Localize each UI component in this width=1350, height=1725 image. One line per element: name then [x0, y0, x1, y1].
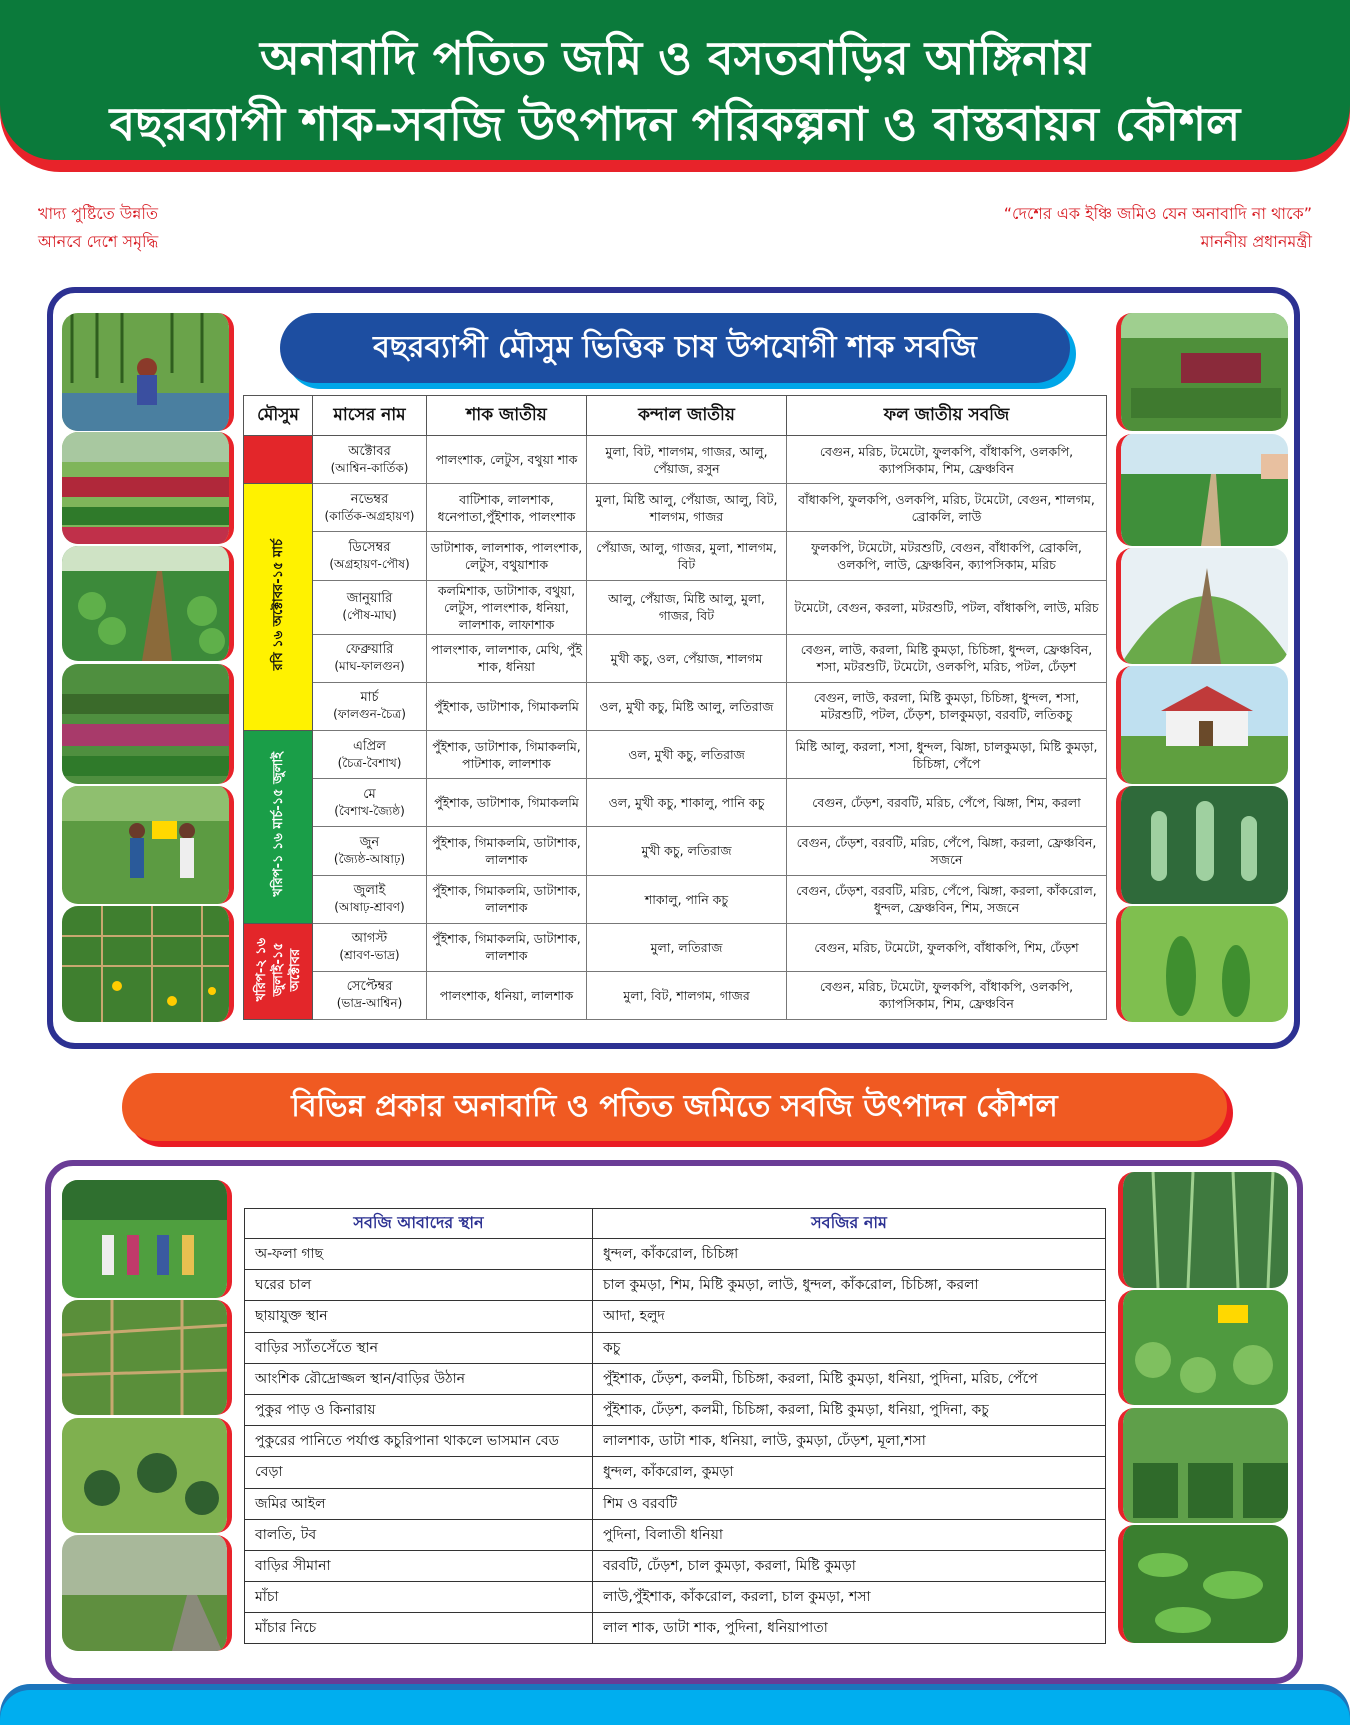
tuber-vegetables-cell: মুখী কচু, ওল, পেঁয়াজ, শালগম	[587, 634, 787, 682]
leafy-vegetables-cell: পুঁইশাক, ডাটাশাক, গিমাকলমি	[427, 779, 587, 827]
month-cell	[313, 779, 427, 827]
header-tuber: কন্দাল জাতীয়	[587, 396, 787, 436]
fruit-vegetables-cell: বেগুন, লাউ, করলা, মিষ্টি কুমড়া, চিচিঙ্গা, ধুন্দল, ফ্রেঞ্চবিন, শসা, মটরশুটি, টমেটো, ওলকপি, মরিচ, পটল, ঢেঁড়শ	[787, 634, 1107, 682]
month-name: ফেব্রুয়ারি	[345, 642, 394, 658]
fruit-vegetables-cell: মিষ্টি আলু, করলা, শসা, ধুন্দল, ঝিঙ্গা, চালকুমড়া, মিষ্টি কুমড়া, চিচিঙ্গা, পেঁপে	[787, 730, 1107, 778]
vegetable-names-cell: আদা, হলুদ	[593, 1301, 1106, 1332]
fruit-vegetables-cell: ফুলকপি, টমেটো, মটরশুটি, বেগুন, বাঁধাকপি, ব্রোকলি, ওলকপি, লাউ, ফ্রেঞ্চবিন, ক্যাপসিকাম, মরিচ	[787, 532, 1107, 580]
photo-leafy-garden	[1118, 1290, 1288, 1405]
slogan-left-line1: খাদ্য পুষ্টিতে উন্নতি	[38, 204, 159, 223]
photo-dense-leaves	[1118, 1525, 1288, 1643]
table-row	[244, 875, 1107, 923]
table-row	[245, 1363, 1106, 1394]
table-row	[245, 1426, 1106, 1457]
cultivation-place-cell: পুকুর পাড় ও কিনারায়	[245, 1394, 593, 1425]
month-name: জানুয়ারি	[346, 591, 393, 607]
table-row	[244, 682, 1107, 730]
month-name: ডিসেম্বর	[348, 539, 391, 555]
header-cultivation-place: সবজি আবাদের স্থান	[245, 1209, 593, 1239]
month-name: অক্টোবর	[348, 443, 391, 459]
vegetable-names-cell: পুদিনা, বিলাতী ধনিয়া	[593, 1519, 1106, 1550]
cultivation-place-cell: বেড়া	[245, 1457, 593, 1488]
month-cell	[313, 484, 427, 532]
month-name: জুলাই	[353, 883, 386, 899]
bengali-month-range: (ফালগুন-চৈত্র)	[333, 707, 406, 722]
table-row	[244, 923, 1107, 971]
leafy-vegetables-cell: পালংশাক, লালশাক, মেথি, পুঁই শাক, ধনিয়া	[427, 634, 587, 682]
table-row	[245, 1488, 1106, 1519]
season-cell	[244, 923, 313, 1019]
tuber-vegetables-cell: ওল, মুখী কচু, লতিরাজ	[587, 730, 787, 778]
bengali-month-range: (শ্রাবণ-ভাদ্র)	[339, 948, 400, 963]
footer-bar-accent	[0, 1690, 1350, 1725]
bengali-month-range: (অগ্রহায়ণ-পৌষ)	[329, 556, 410, 571]
photo-bamboo-trellis	[62, 1300, 232, 1415]
photo-trellis-farmer	[62, 313, 234, 431]
photo-field-rows	[62, 546, 234, 661]
table-row	[244, 971, 1107, 1019]
table-row	[245, 1239, 1106, 1270]
photo-nursery-net	[1116, 434, 1288, 546]
table-row	[244, 827, 1107, 875]
cultivation-place-cell: ঘরের চাল	[245, 1270, 593, 1301]
photo-polytunnel	[1116, 548, 1288, 664]
month-name: আগস্ট	[351, 931, 388, 947]
fruit-vegetables-cell: বেগুন, মরিচ, টমেটো, ফুলকপি, বাঁধাকপি, ওলকপি, ক্যাপসিকাম, শিম, ফ্রেঞ্চবিন	[787, 436, 1107, 484]
table-row	[245, 1582, 1106, 1613]
slogan-left	[38, 200, 158, 256]
table-row	[244, 532, 1107, 580]
photo-bottle-gourds	[1116, 906, 1288, 1022]
month-name: মার্চ	[360, 690, 379, 706]
fruit-vegetables-cell: টমেটো, বেগুন, করলা, মটরশুটি, পটল, বাঁধাকপি, লাউ, মরিচ	[787, 580, 1107, 634]
cultivation-place-cell: আংশিক রৌদ্রোজ্জল স্থান/বাড়ির উঠান	[245, 1363, 593, 1394]
leafy-vegetables-cell: পুঁইশাক, গিমাকলমি, ডাটাশাক, লালশাক	[427, 875, 587, 923]
bengali-month-range: (ভাদ্র-আশ্বিন)	[336, 996, 403, 1011]
vegetable-names-cell: লালশাক, ডাটা শাক, ধনিয়া, লাউ, কুমড়া, ঢেঁড়শ, মূলা,শসা	[593, 1426, 1106, 1457]
month-cell	[313, 580, 427, 634]
header-banner	[0, 0, 1350, 172]
cultivation-place-cell: বাড়ির সীমানা	[245, 1550, 593, 1581]
page-title-line2: বছরব্যাপী শাক-সবজি উৎপাদন পরিকল্পনা ও বাস্তবায়ন কৌশল	[109, 97, 1241, 151]
tuber-vegetables-cell: শাকালু, পানি কচু	[587, 875, 787, 923]
table-header-row	[244, 396, 1107, 436]
vegetable-names-cell: লাল শাক, ডাটা শাক, পুদিনা, ধনিয়াপাতা	[593, 1613, 1106, 1644]
table2-header-row	[245, 1209, 1106, 1239]
photo-trellis-garden	[62, 906, 234, 1022]
season-label: রবি ১৬ অক্টোবর-১৫ মার্চ	[270, 539, 286, 671]
photo-farmers-field	[62, 786, 234, 904]
month-name: এপ্রিল	[353, 738, 386, 754]
fruit-vegetables-cell: বেগুন, ঢেঁড়শ, বরবটি, মরিচ, পেঁপে, ঝিঙ্গা, করলা, কাঁকরোল, ধুন্দল, ফ্রেঞ্চবিন, শিম, সজনে	[787, 875, 1107, 923]
season-cell	[244, 730, 313, 923]
season-cell	[244, 436, 313, 484]
header-fruit: ফল জাতীয় সবজি	[787, 396, 1107, 436]
fruit-vegetables-cell: বেগুন, মরিচ, টমেটো, ফুলকপি, বাঁধাকপি, শিম, ঢেঁড়শ	[787, 923, 1107, 971]
table-row	[245, 1394, 1106, 1425]
tuber-vegetables-cell: মুলা, লতিরাজ	[587, 923, 787, 971]
table-row	[245, 1519, 1106, 1550]
cultivation-place-cell: মাঁচা	[245, 1582, 593, 1613]
leafy-vegetables-cell: পালংশাক, ধনিয়া, লালশাক	[427, 971, 587, 1019]
cultivation-place-cell: অ-ফলা গাছ	[245, 1239, 593, 1270]
table-row	[245, 1301, 1106, 1332]
photo-gourds-hanging	[1116, 786, 1288, 904]
vegetable-names-cell: ধুন্দল, কাঁকরোল, চিচিঙ্গা	[593, 1239, 1106, 1270]
bengali-month-range: (আষাঢ়-শ্রাবণ)	[334, 900, 405, 915]
vegetable-names-cell: বরবটি, ঢেঁড়শ, চাল কুমড়া, করলা, মিষ্টি কুমড়া	[593, 1550, 1106, 1581]
photo-people-field	[62, 1180, 232, 1298]
slogan-right	[1004, 200, 1312, 256]
month-name: জুন	[359, 834, 380, 850]
month-cell	[313, 634, 427, 682]
slogan-attribution: মাননীয় প্রধানমন্ত্রী	[1200, 232, 1312, 251]
tuber-vegetables-cell: পেঁয়াজ, আলু, গাজর, মুলা, শালগম, বিট	[587, 532, 787, 580]
season-label: খরিপ-২ ১৬ জুলাই-১৫ অক্টোবর	[253, 937, 303, 1002]
table-row	[244, 580, 1107, 634]
section1-title: বছরব্যাপী মৌসুম ভিত্তিক চাষ উপযোগী শাক সবজি	[280, 313, 1070, 383]
leafy-vegetables-cell: পুঁইশাক, ডাটাশাক, গিমাকলমি	[427, 682, 587, 730]
bengali-month-range: (জ্যৈষ্ঠ-আষাঢ়)	[333, 851, 406, 866]
tuber-vegetables-cell: ওল, মুখী কচু, মিষ্টি আলু, লতিরাজ	[587, 682, 787, 730]
fruit-vegetables-cell: বেগুন, লাউ, করলা, মিষ্টি কুমড়া, চিচিঙ্গা, ধুন্দল, শসা, মটরশুটি, পটল, ঢেঁড়শ, চালকুমড়া, বরবটি, লতিকচু	[787, 682, 1107, 730]
tuber-vegetables-cell: মুখী কচু, লতিরাজ	[587, 827, 787, 875]
cultivation-place-cell: বালতি, টব	[245, 1519, 593, 1550]
vegetable-names-cell: চাল কুমড়া, শিম, মিষ্টি কুমড়া, লাউ, ধুন্দল, কাঁকরোল, চিচিঙ্গা, করলা	[593, 1270, 1106, 1301]
leafy-vegetables-cell: ডাটাশাক, লালশাক, পালংশাক, লেটুস, বথুয়াশাক	[427, 532, 587, 580]
photo-bean-vines	[1118, 1172, 1288, 1288]
vegetable-names-cell: ধুন্দল, কাঁকরোল, কুমড়া	[593, 1457, 1106, 1488]
photo-field-path	[62, 1535, 232, 1651]
leafy-vegetables-cell: পুঁইশাক, গিমাকলমি, ডাটাশাক, লালশাক	[427, 827, 587, 875]
leafy-vegetables-cell: বাটিশাক, লালশাক, ধনেপাতা,পুঁইশাক, পালংশাক	[427, 484, 587, 532]
page-title-line1: অনাবাদি পতিত জমি ও বসতবাড়ির আঙ্গিনায়	[259, 31, 1091, 85]
fruit-vegetables-cell: বেগুন, ঢেঁড়শ, বরবটি, মরিচ, পেঁপে, ঝিঙ্গা, শিম, করলা	[787, 779, 1107, 827]
slogan-left-line2: আনবে দেশে সমৃদ্ধি	[38, 232, 159, 251]
month-name: মে	[363, 786, 376, 802]
vegetable-names-cell: কচু	[593, 1332, 1106, 1363]
month-cell	[313, 827, 427, 875]
photo-farm-house	[1116, 666, 1288, 784]
month-name: নভেম্বর	[350, 491, 389, 507]
table-row	[245, 1550, 1106, 1581]
header-leafy: শাক জাতীয়	[427, 396, 587, 436]
photo-pumpkins	[62, 1418, 232, 1533]
vegetable-names-cell: শিম ও বরবটি	[593, 1488, 1106, 1519]
table-row	[245, 1613, 1106, 1644]
header-season: মৌসুম	[244, 396, 313, 436]
table-row	[245, 1332, 1106, 1363]
photo-red-leaf-beds	[62, 432, 234, 544]
month-cell	[313, 532, 427, 580]
leafy-vegetables-cell: পুঁইশাক, গিমাকলমি, ডাটাশাক, লালশাক	[427, 923, 587, 971]
bengali-month-range: (বৈশাখ-জ্যৈষ্ঠ)	[334, 803, 405, 818]
fruit-vegetables-cell: বাঁধাকপি, ফুলকপি, ওলকপি, মরিচ, টমেটো, বেগুন, শালগম, ব্রোকলি, লাউ	[787, 484, 1107, 532]
tuber-vegetables-cell: মুলা, মিষ্টি আলু, পেঁয়াজ, আলু, বিট, শালগম, গাজর	[587, 484, 787, 532]
month-name: সেপ্টেম্বর	[346, 979, 393, 995]
table-row	[245, 1270, 1106, 1301]
month-cell	[313, 730, 427, 778]
bengali-month-range: (চৈত্র-বৈশাখ)	[337, 755, 402, 770]
fruit-vegetables-cell: বেগুন, ঢেঁড়শ, বরবটি, মরিচ, পেঁপে, ঝিঙ্গা, করলা, ফ্রেঞ্চবিন, সজনে	[787, 827, 1107, 875]
month-cell	[313, 682, 427, 730]
leafy-vegetables-cell: কলমিশাক, ডাটাশাক, বথুয়া, লেটুস, পালংশাক, ধনিয়া, লালশাক, লাফাশাক	[427, 580, 587, 634]
table-row	[244, 436, 1107, 484]
season-cell	[244, 484, 313, 731]
bengali-month-range: (আশ্বিন-কার্তিক)	[330, 460, 409, 475]
vegetable-names-cell: পুঁইশাক, ঢেঁড়শ, কলমী, চিচিঙ্গা, করলা, মিষ্টি কুমড়া, ধনিয়া, পুদিনা, মরিচ, পেঁপে	[593, 1363, 1106, 1394]
slogan-quote: “দেশের এক ইঞ্চি জমিও যেন অনাবাদি না থাকে”	[1003, 204, 1312, 223]
table-row	[244, 484, 1107, 532]
cultivation-place-cell: পুকুরের পানিতে পর্যাপ্ত কচুরিপানা থাকলে ভাসমান বেড	[245, 1426, 593, 1457]
photo-leafy-plots	[1116, 313, 1288, 431]
season-label: খরিপ-১ ১৬ মার্চ-১৫ জুলাই	[270, 752, 286, 898]
tuber-vegetables-cell: ওল, মুখী কচু, শাকালু, পানি কচু	[587, 779, 787, 827]
month-cell	[313, 923, 427, 971]
month-cell	[313, 971, 427, 1019]
bengali-month-range: (কার্তিক-অগ্রহায়ণ)	[324, 508, 415, 523]
cultivation-place-cell: মাঁচার নিচে	[245, 1613, 593, 1644]
header-month: মাসের নাম	[313, 396, 427, 436]
month-cell	[313, 875, 427, 923]
bengali-month-range: (পৌষ-মাঘ)	[342, 608, 397, 623]
leafy-vegetables-cell: পালংশাক, লেটুস, বথুয়া শাক	[427, 436, 587, 484]
cultivation-place-cell: বাড়ির স্যাঁতসেঁতে স্থান	[245, 1332, 593, 1363]
cultivation-place-cell: ছায়াযুক্ত স্থান	[245, 1301, 593, 1332]
vegetable-names-cell: পুঁইশাক, ঢেঁড়শ, কলমী, চিচিঙ্গা, করলা, মিষ্টি কুমড়া, ধনিয়া, পুদিনা, কচু	[593, 1394, 1106, 1425]
section2-title: বিভিন্ন প্রকার অনাবাদি ও পতিত জমিতে সবজি উৎপাদন কৌশল	[122, 1073, 1227, 1141]
month-cell	[313, 436, 427, 484]
header-vegetable-names: সবজির নাম	[593, 1209, 1106, 1239]
bengali-month-range: (মাঘ-ফালগুন)	[334, 659, 405, 674]
table-row	[245, 1457, 1106, 1488]
table-row	[244, 730, 1107, 778]
unused-land-vegetable-table	[244, 1208, 1106, 1644]
tuber-vegetables-cell: মুলা, বিট, শালগম, গাজর	[587, 971, 787, 1019]
fruit-vegetables-cell: বেগুন, মরিচ, টমেটো, ফুলকপি, বাঁধাকপি, ওলকপি, ক্যাপসিকাম, শিম, ফ্রেঞ্চবিন	[787, 971, 1107, 1019]
cultivation-place-cell: জমির আইল	[245, 1488, 593, 1519]
vegetable-names-cell: লাউ,পুঁইশাক, কাঁকরোল, করলা, চাল কুমড়া, শসা	[593, 1582, 1106, 1613]
leafy-vegetables-cell: পুঁইশাক, ডাটাশাক, গিমাকলমি, পাটশাক, লালশাক	[427, 730, 587, 778]
tuber-vegetables-cell: আলু, পেঁয়াজ, মিষ্টি আলু, মুলা, গাজর, বিট	[587, 580, 787, 634]
table-row	[244, 779, 1107, 827]
photo-mixed-beds	[62, 664, 234, 784]
table-row	[244, 634, 1107, 682]
seasonal-vegetable-table	[243, 395, 1107, 1020]
photo-raised-beds	[1118, 1408, 1288, 1523]
tuber-vegetables-cell: মুলা, বিট, শালগম, গাজর, আলু, পেঁয়াজ, রসুন	[587, 436, 787, 484]
